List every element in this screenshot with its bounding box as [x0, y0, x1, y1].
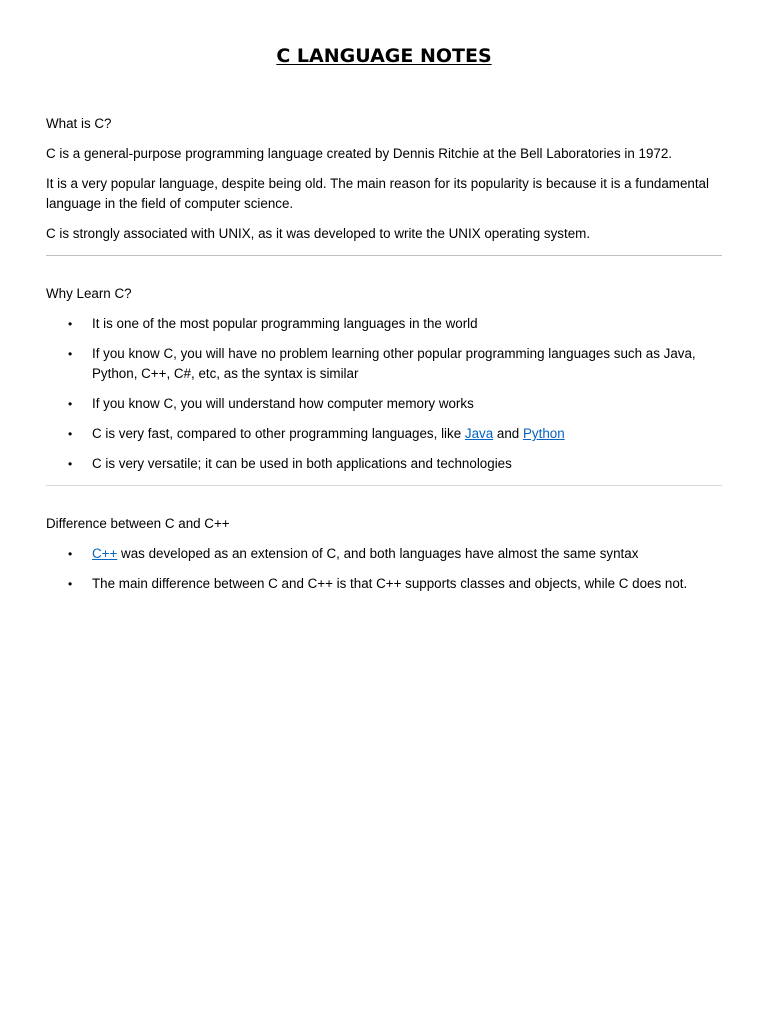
list-item-text: If you know C, you will have no problem learning other popular programming languages such as Java, Python, C++, C#, etc, as the syntax is similar	[92, 346, 696, 381]
bullet-marker: •	[68, 317, 73, 331]
paragraph: C is strongly associated with UNIX, as it was developed to write the UNIX operating system.	[46, 226, 591, 241]
list-item	[46, 454, 722, 474]
bullet-marker: •	[68, 547, 73, 561]
section-why-learn-c	[46, 284, 722, 474]
section-what-is-c	[46, 114, 722, 244]
cpp-link[interactable]: C++	[92, 546, 118, 561]
list-item-text: C is very versatile; it can be used in both applications and technologies	[92, 456, 512, 471]
bullet-list	[46, 544, 722, 594]
list-item	[46, 544, 722, 564]
document-title: C LANGUAGE NOTES	[276, 45, 492, 67]
bullet-marker: •	[68, 577, 73, 591]
python-link[interactable]: Python	[522, 426, 565, 441]
bullet-list	[46, 314, 722, 474]
bullet-marker: •	[68, 427, 73, 441]
paragraph: C is a general-purpose programming language created by Dennis Ritchie at the Bell Laboratories in 1972.	[46, 146, 673, 161]
bullet-marker: •	[68, 397, 73, 411]
section-heading: Difference between C and C++	[46, 516, 230, 531]
list-item	[46, 394, 722, 414]
section-divider	[46, 485, 722, 486]
list-item	[46, 424, 722, 444]
list-item-text: and	[493, 426, 523, 441]
list-item-text: was developed as an extension of C, and both languages have almost the same syntax	[117, 546, 639, 561]
list-item-text: C is very fast, compared to other programming languages, like	[92, 426, 465, 441]
java-link[interactable]: Java	[464, 426, 494, 441]
section-heading: Why Learn C?	[46, 286, 132, 301]
list-item-text: The main difference between C and C++ is that C++ supports classes and objects, while C does not.	[92, 576, 688, 591]
section-divider	[46, 255, 722, 256]
bullet-marker: •	[68, 457, 73, 471]
list-item-text: It is one of the most popular programming languages in the world	[92, 316, 478, 331]
bullet-marker: •	[68, 347, 73, 361]
list-item	[46, 314, 722, 334]
section-heading: What is C?	[46, 116, 112, 131]
list-item-text: If you know C, you will understand how computer memory works	[92, 396, 474, 411]
document-body	[46, 114, 722, 604]
section-c-vs-cpp	[46, 514, 722, 594]
list-item	[46, 574, 722, 594]
list-item	[46, 344, 722, 384]
paragraph: It is a very popular language, despite being old. The main reason for its popularity is because it is a fundamental language in the field of computer science.	[46, 176, 709, 211]
